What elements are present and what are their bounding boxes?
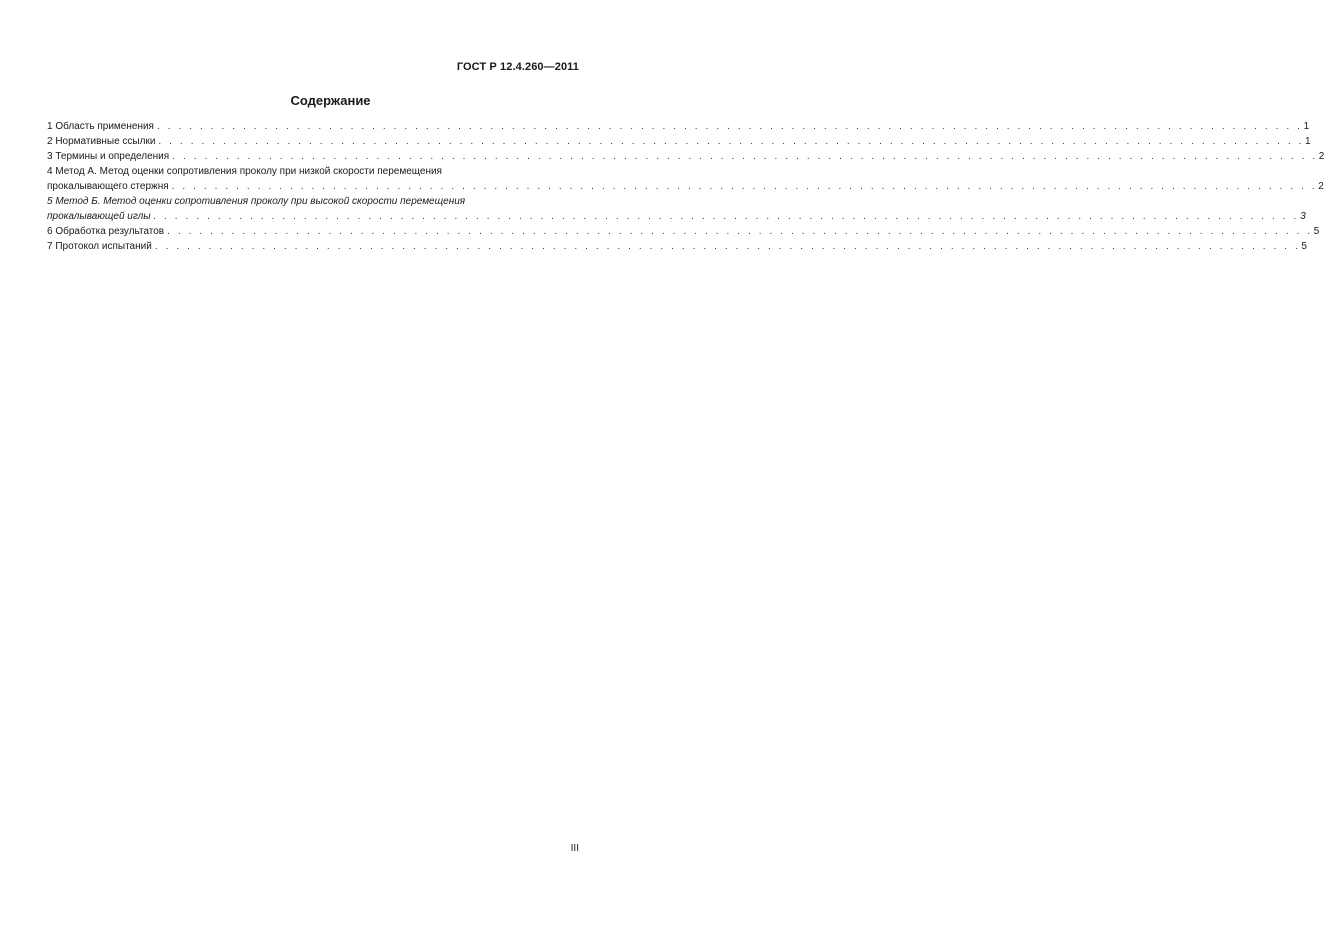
toc-entry-title: 3 Термины и определения <box>47 151 170 162</box>
toc-entry-title-line1: 5 Метод Б. Метод оценки сопротивления проколу при высокой скорости перемещения <box>47 196 466 207</box>
toc-entry-title-line2: прокалывающего стержня <box>47 181 169 192</box>
toc-entry-page: 5 <box>1313 226 1320 237</box>
toc-entry-title: 2 Нормативные ссылки <box>47 136 156 147</box>
toc-entry[interactable] <box>47 164 1324 194</box>
standard-header: ГОСТ Р 12.4.260—2011 <box>456 61 579 73</box>
toc-leader-dots: . . . . . . . . . . . . . . . . . . . . . . . . . . . . . . . . . . . . . . . . . . . . . . . . . . . . . . . . . . . . . . . . . . . . . . . . . . . . . . . . . . . . . . . . . . . . . . . . . . . . . . . . . . . <box>156 121 1303 132</box>
toc-leader-dots: . . . . . . . . . . . . . . . . . . . . . . . . . . . . . . . . . . . . . . . . . . . . . . . . . . . . . . . . . . . . . . . . . . . . . . . . . . . . . . . . . . . . . . . . . . . . . . . . . . . . . . . . . . . <box>153 211 1300 222</box>
table-of-contents <box>47 119 1324 254</box>
toc-entry[interactable] <box>47 119 1310 134</box>
toc-leader-dots: . . . . . . . . . . . . . . . . . . . . . . . . . . . . . . . . . . . . . . . . . . . . . . . . . . . . . . . . . . . . . . . . . . . . . . . . . . . . . . . . . . . . . . . . . . . . . . . . . . . . . . . . . . . <box>167 226 1313 237</box>
toc-leader-dots: . . . . . . . . . . . . . . . . . . . . . . . . . . . . . . . . . . . . . . . . . . . . . . . . . . . . . . . . . . . . . . . . . . . . . . . . . . . . . . . . . . . . . . . . . . . . . . . . . . . . . . . . . . . <box>154 241 1301 252</box>
toc-entry-title: 7 Протокол испытаний <box>47 241 152 252</box>
toc-leader-dots: . . . . . . . . . . . . . . . . . . . . . . . . . . . . . . . . . . . . . . . . . . . . . . . . . . . . . . . . . . . . . . . . . . . . . . . . . . . . . . . . . . . . . . . . . . . . . . . . . . . . . . . . . . . <box>172 151 1318 162</box>
toc-entry-page: 5 <box>1301 241 1307 252</box>
toc-entry[interactable] <box>47 149 1324 164</box>
page-title: Содержание <box>290 93 371 108</box>
toc-entry[interactable] <box>47 239 1307 254</box>
page-number: III <box>570 843 579 854</box>
toc-entry[interactable] <box>47 134 1311 149</box>
toc-leader-dots: . . . . . . . . . . . . . . . . . . . . . . . . . . . . . . . . . . . . . . . . . . . . . . . . . . . . . . . . . . . . . . . . . . . . . . . . . . . . . . . . . . . . . . . . . . . . . . . . . . . . . . . . . . . <box>158 136 1305 147</box>
toc-leader-dots: . . . . . . . . . . . . . . . . . . . . . . . . . . . . . . . . . . . . . . . . . . . . . . . . . . . . . . . . . . . . . . . . . . . . . . . . . . . . . . . . . . . . . . . . . . . . . . . . . . . . . . . . . . . <box>171 181 1318 192</box>
toc-entry-title-line1: 4 Метод А. Метод оценки сопротивления проколу при низкой скорости перемещения <box>47 166 442 177</box>
toc-entry-title: 1 Область применения <box>47 121 154 132</box>
toc-entry[interactable] <box>47 194 1306 224</box>
toc-entry-page: 3 <box>1300 211 1306 222</box>
toc-entry-page: 1 <box>1305 136 1311 147</box>
toc-entry[interactable] <box>47 224 1320 239</box>
toc-entry-title: 6 Обработка результатов <box>47 226 165 237</box>
toc-entry-page: 1 <box>1303 121 1310 132</box>
toc-entry-page: 2 <box>1318 181 1324 192</box>
toc-entry-page: 2 <box>1318 151 1324 162</box>
toc-entry-title-line2: прокалывающей иглы <box>47 211 151 222</box>
